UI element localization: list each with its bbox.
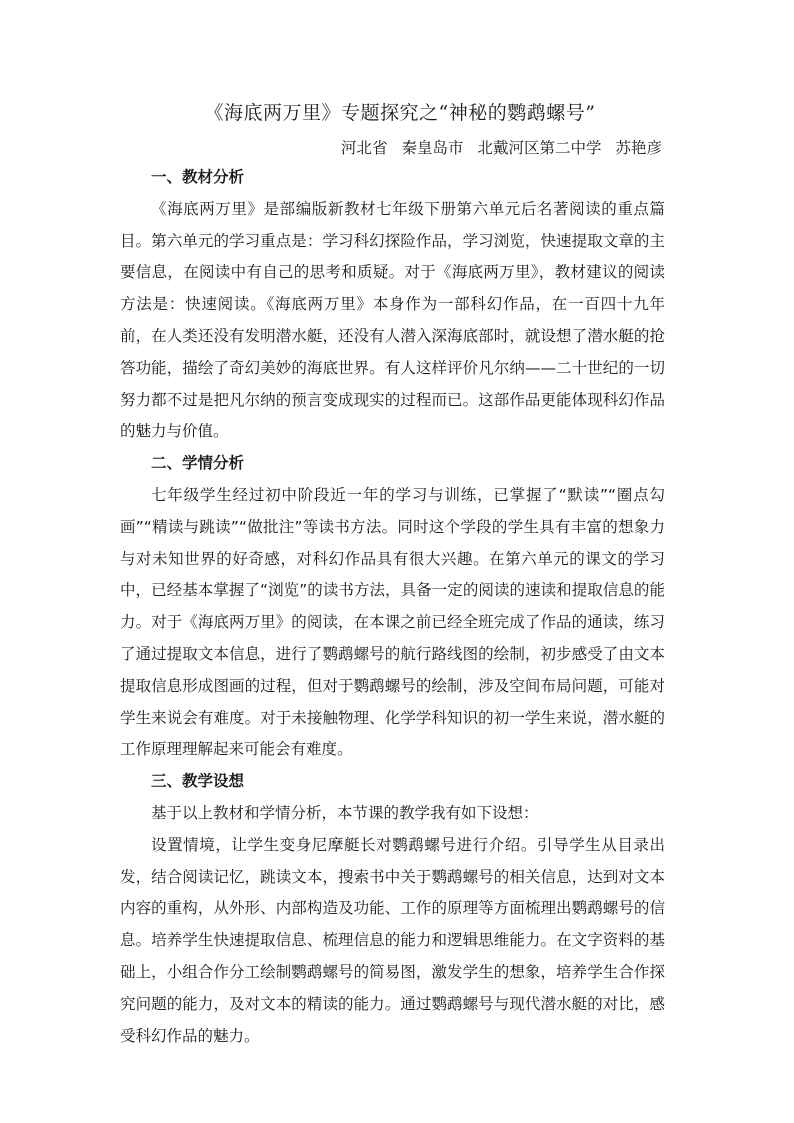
section-heading-student-analysis: 二、学情分析	[151, 454, 245, 473]
document-body	[120, 162, 665, 1052]
author-line	[130, 136, 662, 158]
section-heading-textbook-analysis: 一、教材分析	[151, 168, 245, 186]
section-paragraph: 设置情境，让学生变身尼摩艇长对鹦鹉螺号进行介绍。引导学生从目录出发，结合阅读记忆，跳读文本，搜索书中关于鹦鹉螺号的相关信息，达到对文本内容的重构，从外形、内部构造及功能、工作的原理等方面梳理出鹦鹉螺号的信息。培养学生快速提取信息、梳理信息的能力和逻辑思维能力。在文字资料的基础上，小组合作分工绘制鹦鹉螺号的简易图，激发学生的想象，培养学生合作探究问题的能力，及对文本的精读的能力。通过鹦鹉螺号与现代潜水艇的对比，感受科幻作品的魅力。	[120, 835, 665, 1045]
author-province: 河北省	[340, 139, 388, 157]
author-name: 苏艳彦	[615, 139, 662, 157]
section-paragraph: 七年级学生经过初中阶段近一年的学习与训练，已掌握了“默读”“圈点勾画”“精读与跳读”“做批注”等读书方法。同时这个学段的学生具有丰富的想象力与对未知世界的好奇感，对科幻作品具有很大兴趣。在第六单元的课文的学习中，已经基本掌握了“浏览”的读书方法，具备一定的阅读的速读和提取信息的能力。对于《海底两万里》的阅读，在本课之前已经全班完成了作品的通读，练习了通过提取文本信息，进行了鹦鹉螺号的航行路线图的绘制，初步感受了由文本提取信息形成图画的过程，但对于鹦鹉螺号的绘制，涉及空间布局问题，可能对学生来说会有难度。对于未接触物理、化学学科知识的初一学生来说，潜水艇的工作原理理解起来可能会有难度。	[120, 485, 665, 759]
author-school: 北戴河区第二中学	[477, 139, 602, 157]
document-title: 《海底两万里》专题探究之“神秘的鹦鹉螺号”	[204, 102, 596, 124]
author-city: 秦皇岛市	[401, 139, 464, 157]
section-heading-teaching-plan: 三、教学设想	[151, 772, 245, 791]
section-paragraph: 基于以上教材和学情分析，本节课的教学我有如下设想：	[151, 803, 539, 822]
section-paragraph: 《海底两万里》是部编版新教材七年级下册第六单元后名著阅读的重点篇目。第六单元的学习重点是：学习科幻探险作品，学习浏览，快速提取文章的主要信息，在阅读中有自己的思考和质疑。对于《海底两万里》，教材建议的阅读方法是：快速阅读。《海底两万里》本身作为一部科幻作品，在一百四十九年前，在人类还没有发明潜水艇，还没有人潜入深海底部时，就设想了潜水艇的抢答功能，描绘了奇幻美妙的海底世界。有人这样评价凡尔纳——二十世纪的一切努力都不过是把凡尔纳的预言变成现实的过程而已。这部作品更能体现科幻作品的魅力与价值。	[120, 199, 665, 441]
